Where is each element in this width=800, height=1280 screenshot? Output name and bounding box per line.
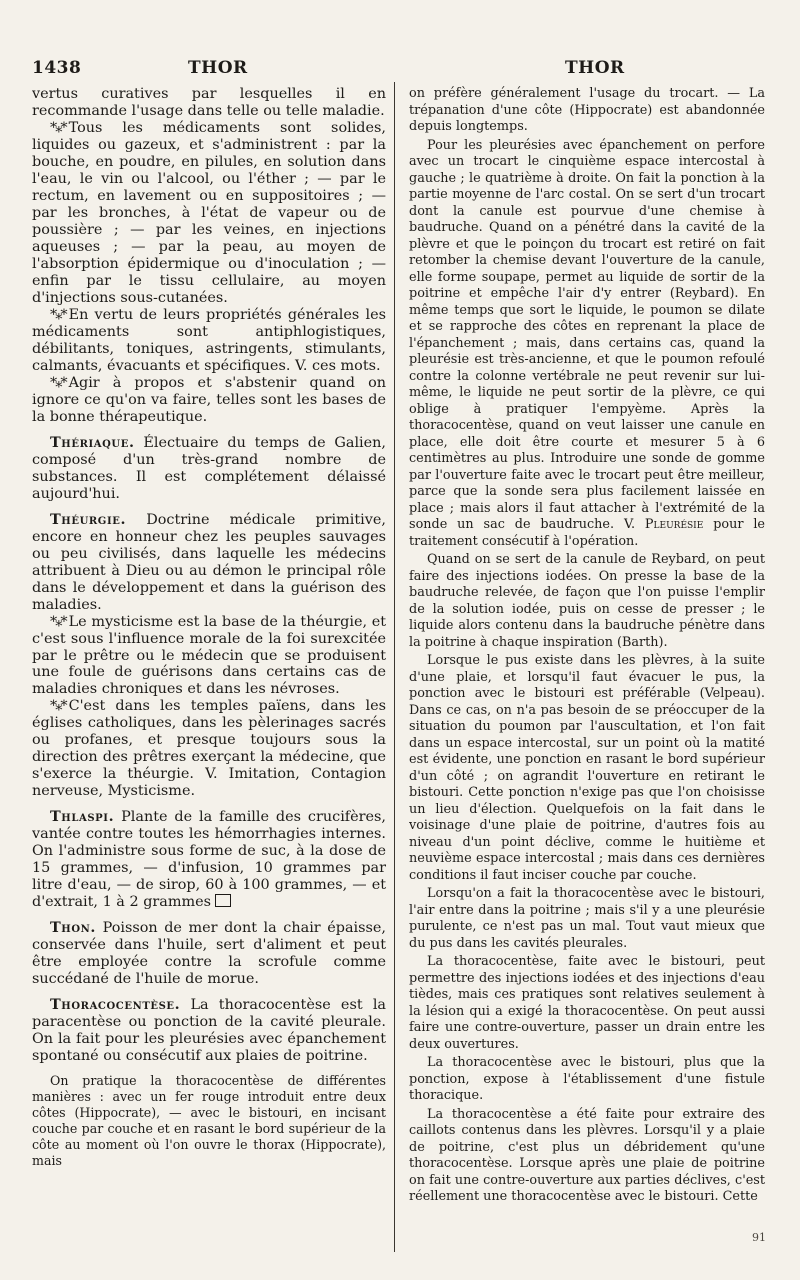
entry-thoracocentese: Thoracocentèse. La thoracocentèse est la paracentèse ou ponction de la cavité pleurale. On la fait pour les pleurésies avec épanchement spontané ou consécutif aux plaies de poitrine. [32, 996, 386, 1065]
page-number: 1438 [32, 58, 82, 78]
end-mark-square [215, 894, 231, 907]
asterism: *⁎* [50, 374, 66, 391]
paragraph: Lorsqu'on a fait la thoracocentèse avec le bistouri, l'air entre dans la poitrine ; mais s'il y a une pleurésie purulente, ce n'est pas un mal. Tout vaut mieux que du pus dans les cavités pleurales. [409, 886, 765, 951]
headword: Thériaque. [50, 433, 135, 451]
paragraph: *⁎* Agir à propos et s'abstenir quand on ignore ce qu'on va faire, telles sont les bases de la bonne thérapeutique. [32, 374, 386, 425]
running-head-right: THOR [565, 58, 625, 78]
entry-theurgie: Théurgie. Doctrine médicale primitive, encore en honneur chez les peuples sauvages ou peu civilisés, dans laquelle les médecins attribuent à Dieu ou au démon le principal rôle dans le développement et dans la guérison des maladies. [32, 510, 386, 613]
entry-theriaque: Thériaque. Électuaire du temps de Galien, composé d'un très-grand nombre de substances. Il est complétement délaissé aujourd'hui. [32, 433, 386, 502]
paragraph: La thoracocentèse, faite avec le bistouri, peut permettre des injections iodées et des injections d'eau tièdes, mais ces pratiques sont relatives seulement à la lésion qui a exigé la thoracocentèse. On peut aussi faire une contre-ouverture, passer un drain entre les deux ouvertures. [409, 954, 765, 1052]
paragraph-small: On pratique la thoracocentèse de différentes manières : avec un fer rouge introduit entre deux côtes (Hippocrate), — avec le bistouri, en incisant couche par couche et en rasant le bord supérieur de la côte au moment où l'on ouvre le thorax (Hippocrate), mais [32, 1073, 386, 1169]
paragraph: La thoracocentèse avec le bistouri, plus que la ponction, expose à l'établissement d'une fistule thoracique. [409, 1055, 765, 1103]
paragraph: Lorsque le pus existe dans les plèvres, à la suite d'une plaie, et lorsqu'il faut évacuer le pus, la ponction avec le bistouri est préférable (Velpeau). Dans ce cas, on n'a pas besoin de se préoccuper de la situation du poumon par l'auscultation, et l'on fait dans un espace intercostal, sur un point où la matité est évidente, une ponction en rasant le bord supérieur d'un côté ; on agrandit l'ouverture en retirant le bistouri. Cette ponction n'exige pas que l'on choisisse un lieu d'élection. Quelquefois on la fait dans le voisinage d'une plaie de poitrine, d'autres fois au niveau d'un point déclive, comme le huitième et neuvième espace intercostal ; mais dans ces dernières conditions il faut inciser couche par couche. [409, 653, 765, 883]
asterism: *⁎* [50, 698, 66, 715]
paragraph: *⁎* Tous les médicaments sont solides, liquides ou gazeux, et s'administrent : par la bouche, en poudre, en pilules, en solution dans l'eau, le vin ou l'alcool, ou l'éther ; — par le rectum, en lavement ou en suppositoires ; — par les bronches, à l'état de vapeur ou de poussière ; — par les veines, en injections aqueuses ; — par la peau, au moyen de l'absorption épidermique ou d'inoculation ; — enfin par le tissu cellulaire, au moyen d'injections sous-cutanées. [32, 119, 386, 306]
headword: Théurgie. [50, 510, 127, 528]
column-rule [394, 82, 395, 1252]
paragraph: Quand on se sert de la canule de Reybard, on peut faire des injections iodées. On presse la base de la baudruche relevée, de façon que l'on puisse l'emplir de la solution iodée, puis on cesse de presser ; le liquide alors contenu dans la baudruche pénètre dans la poitrine à chaque inspiration (Barth). [409, 552, 765, 650]
paragraph: on préfère généralement l'usage du trocart. — La trépanation d'une côte (Hippocrate) est abandonnée depuis longtemps. [409, 86, 765, 134]
running-head-left: THOR [188, 58, 248, 78]
signature-mark: 91 [752, 1231, 766, 1244]
headword: Thoracocentèse. [50, 996, 181, 1014]
paragraph: *⁎* En vertu de leurs propriétés générales les médicaments sont antiphlogistiques, débilitants, toniques, astringents, stimulants, calmants, évacuants et spécifiques. V. ces mots. [32, 306, 386, 374]
paragraph: *⁎* Le mysticisme est la base de la théurgie, et c'est sous l'influence morale de la foi surexcitée par le prêtre ou le médecin que se produisent une foule de guérisons dans certains cas de maladies chroniques et dans les névroses. [32, 613, 386, 698]
asterism: *⁎* [50, 613, 66, 630]
paragraph: Pour les pleurésies avec épanchement on perfore avec un trocart le cinquième espace intercostal à gauche ; le quatrième à droite. On fait la ponction à la partie moyenne de l'arc costal. On se sert d'un trocart dont la canule est pourvue d'une chemise à baudruche. Quand on a pénétré dans la cavité de la plèvre et que le poinçon du trocart est retiré on fait retomber la chemise devant l'ouverture de la canule, elle forme soupape, permet au liquide de sortir de la poitrine et empêche l'air d'y entrer (Reybard). En même temps que sort le liquide, le poumon se dilate et se rapproche des côtes en reprenant la place de l'épanchement ; mais, dans certains cas, quand la pleurésie est très-ancienne, et que le poumon refoulé contre la colonne vertébrale ne peut revenir sur lui-même, le liquide ne peut sortir de la plèvre, ce qui oblige à pratiquer l'empyème. Après la thoracocentèse, quand on veut laisser une canule en place, elle doit être courte et mesurer 5 à 6 centimètres au plus. Introduire une sonde de gomme par l'ouverture faite avec le trocart peut être meilleur, parce que la sonde sera plus facilement laissée en place ; mais alors il faut attacher à l'extrémité de la sonde un sac de baudruche. V. Pleurésie pour le traitement consécutif à l'opération. [409, 137, 765, 549]
asterism: *⁎* [50, 119, 66, 136]
right-column [409, 86, 765, 1206]
paragraph: *⁎* C'est dans les temples païens, dans les églises catholiques, dans les pèlerinages sacrés ou profanes, et presque toujours sous la direction des prêtres exerçant la médecine, que s'exerce la théurgie. V. Imitation, Contagion nerveuse, Mysticisme. [32, 698, 386, 800]
paragraph: vertus curatives par lesquelles il en recommande l'usage dans telle ou telle maladie. [32, 86, 386, 119]
paragraph: La thoracocentèse a été faite pour extraire des caillots contenus dans les plèvres. Lorsqu'il y a plaie de poitrine, c'est plus un débridement qu'une thoracocentèse. Lorsque après une plaie de poitrine on fait une contre-ouverture aux parties déclives, c'est réellement une thoracocentèse avec le bistouri. Cette [409, 1106, 765, 1204]
cross-reference: Pleurésie [644, 517, 704, 532]
left-column [32, 86, 386, 1169]
asterism: *⁎* [50, 306, 66, 323]
headword: Thlaspi. [50, 808, 115, 826]
headword: Thon. [50, 919, 97, 937]
entry-thon: Thon. Poisson de mer dont la chair épaisse, conservée dans l'huile, sert d'aliment et peut être employée contre la scrofule comme succédané de l'huile de morue. [32, 919, 386, 988]
entry-thlaspi: Thlaspi. Plante de la famille des crucifères, vantée contre toutes les hémorrhagies internes. On l'administre sous forme de suc, à la dose de 15 grammes, — d'infusion, 10 grammes par litre d'eau, — de sirop, 60 à 100 grammes, — et d'extrait, 1 à 2 grammes [32, 808, 386, 911]
